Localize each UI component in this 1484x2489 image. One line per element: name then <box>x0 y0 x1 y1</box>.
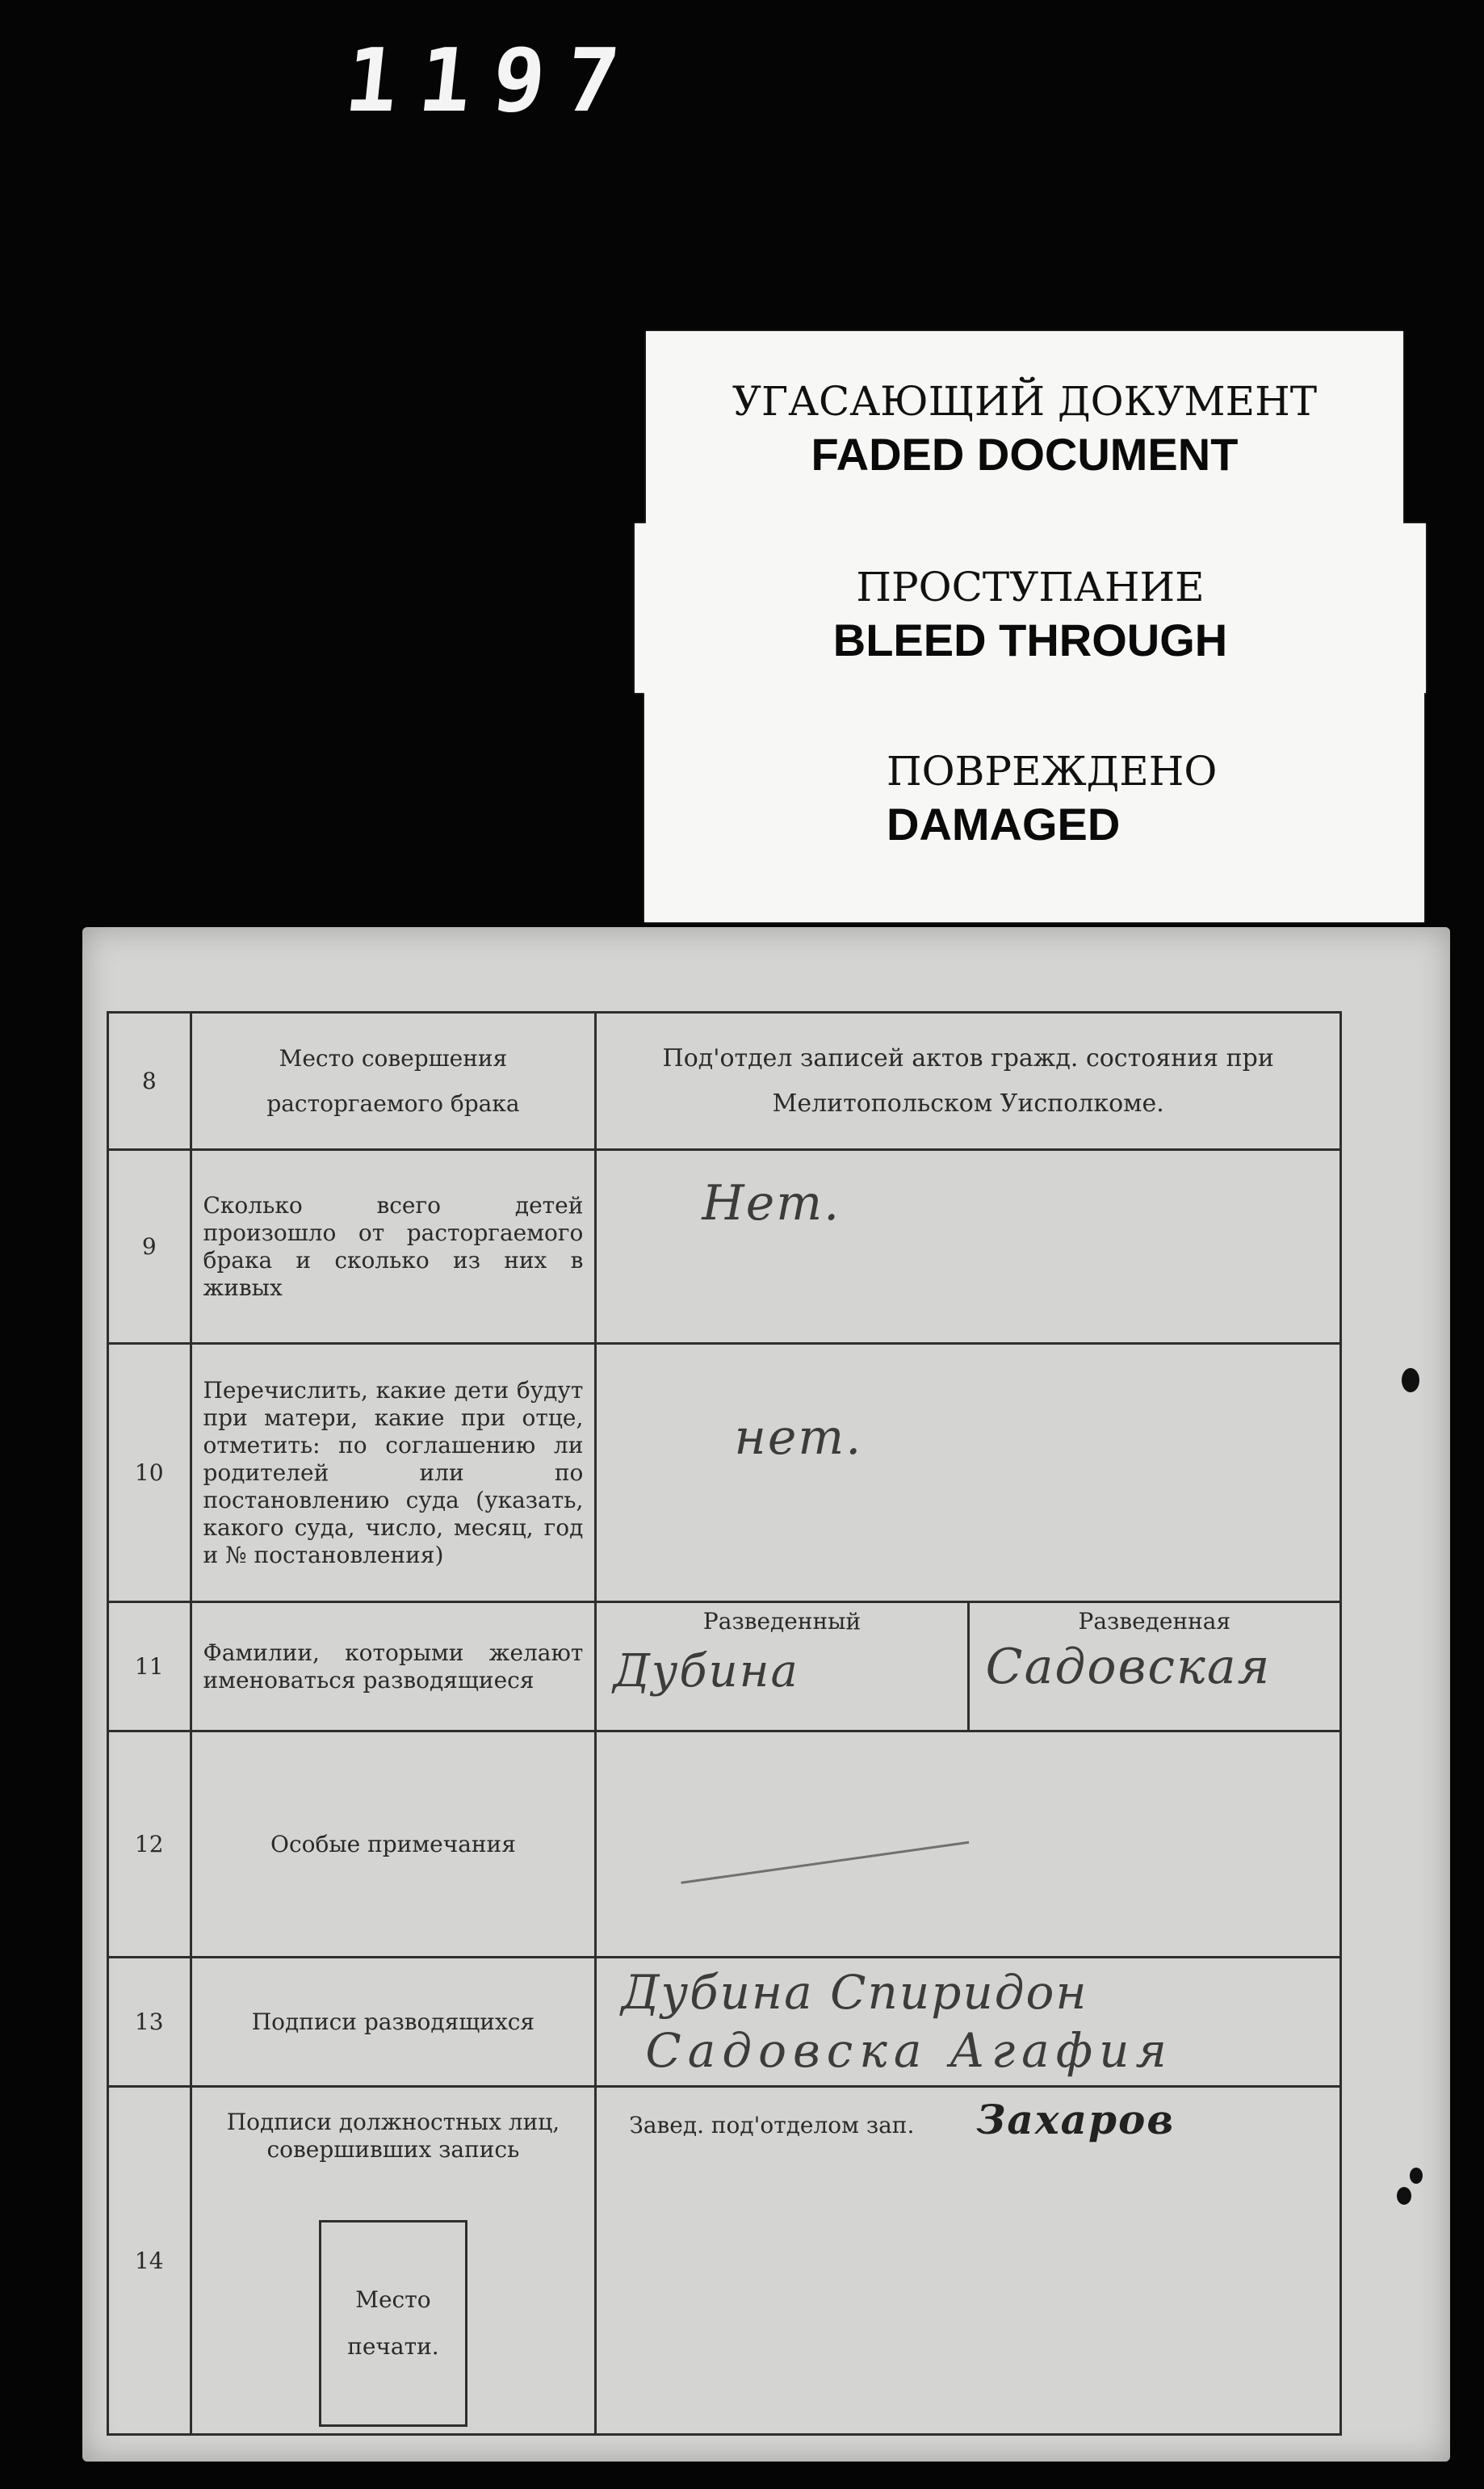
document-card <box>82 927 1450 2462</box>
official-signature: Захаров <box>976 2096 1176 2143</box>
table-row <box>108 1958 1341 2087</box>
damaged-label-en: DAMAGED <box>887 799 1121 850</box>
faded-label-en: FADED DOCUMENT <box>811 429 1239 480</box>
form-table <box>107 1011 1342 2436</box>
divorced-male-heading: Разведенный <box>702 1608 861 1635</box>
table-row <box>108 1602 1341 1731</box>
faded-document-label <box>646 331 1403 525</box>
remarks-dash-mark <box>677 1809 969 1884</box>
damaged-label-ru: ПОВРЕЖДЕНО <box>887 748 1218 795</box>
row-number: 11 <box>108 1602 191 1731</box>
row-label: Подписи разводящихся <box>191 1958 596 2087</box>
seal-place-line-2: печати. <box>347 2333 439 2360</box>
table-row <box>108 1150 1341 1344</box>
custody-value-cell <box>596 1344 1341 1602</box>
signature-husband: Дубина Спиридон <box>621 1965 1088 2020</box>
row-number: 13 <box>108 1958 191 2087</box>
frame-number: 1197 <box>340 31 645 132</box>
row-number: 8 <box>108 1013 191 1150</box>
children-value-cell <box>596 1150 1341 1344</box>
bleed-label-en: BLEED THROUGH <box>832 615 1228 665</box>
faded-label-ru: УГАСАЮЩИЙ ДОКУМЕНТ <box>732 378 1318 425</box>
card-damage-hole <box>1402 1368 1419 1392</box>
table-row <box>108 1344 1341 1602</box>
row-number: 12 <box>108 1731 191 1958</box>
row-label: Перечислить, какие дети будут при матери, какие при отце, отметить: по соглашению ли родителей или по постановлению суда (указать, какого суда, число, месяц, год и № постановления) <box>191 1344 596 1602</box>
table-row <box>108 1013 1341 1150</box>
damaged-label <box>644 680 1424 922</box>
bleed-label-ru: ПРОСТУПАНИЕ <box>856 564 1205 611</box>
row-label: Особые примечания <box>191 1731 596 1958</box>
row-number: 14 <box>108 2087 191 2435</box>
signature-wife: Садовска Агафия <box>645 2023 1173 2078</box>
table-row <box>108 1731 1341 1958</box>
divorcee-signatures-cell <box>596 1958 1341 2087</box>
row-label: Место совершения расторгаемого брака <box>191 1013 596 1150</box>
row-label: Фамилии, которыми желают именоваться разводящиеся <box>191 1602 596 1731</box>
children-handwriting: Нет. <box>702 1175 841 1232</box>
divorced-male-cell <box>596 1602 968 1731</box>
row-label: Сколько всего детей произошло от расторгаемого брака и сколько из них в живых <box>191 1150 596 1344</box>
registry-office-text: Под'отдел записей актов гражд. состояния при Мелитопольском Уисполкоме. <box>596 1013 1341 1150</box>
official-title: Завед. под'отделом зап. <box>629 2112 915 2139</box>
divorced-female-heading: Разведенная <box>1078 1608 1231 1635</box>
row-number: 9 <box>108 1150 191 1344</box>
divorced-female-surname: Садовская <box>985 1639 1272 1695</box>
seal-place-box <box>319 2220 467 2427</box>
card-damage-hole <box>1410 2168 1423 2184</box>
divorced-female-cell <box>968 1602 1340 1731</box>
row-label: Подписи должностных лиц, совершивших запись <box>226 2109 560 2163</box>
row-number: 10 <box>108 1344 191 1602</box>
remarks-value-cell <box>596 1731 1341 1958</box>
table-row <box>108 2087 1341 2435</box>
card-damage-hole <box>1397 2187 1411 2205</box>
officials-value-cell <box>596 2087 1341 2435</box>
custody-handwriting: нет. <box>734 1409 863 1466</box>
seal-place-line-1: Место <box>355 2286 431 2313</box>
divorced-male-surname: Дубина <box>613 1645 799 1698</box>
officials-label-cell <box>191 2087 596 2435</box>
bleed-through-label <box>635 523 1426 693</box>
